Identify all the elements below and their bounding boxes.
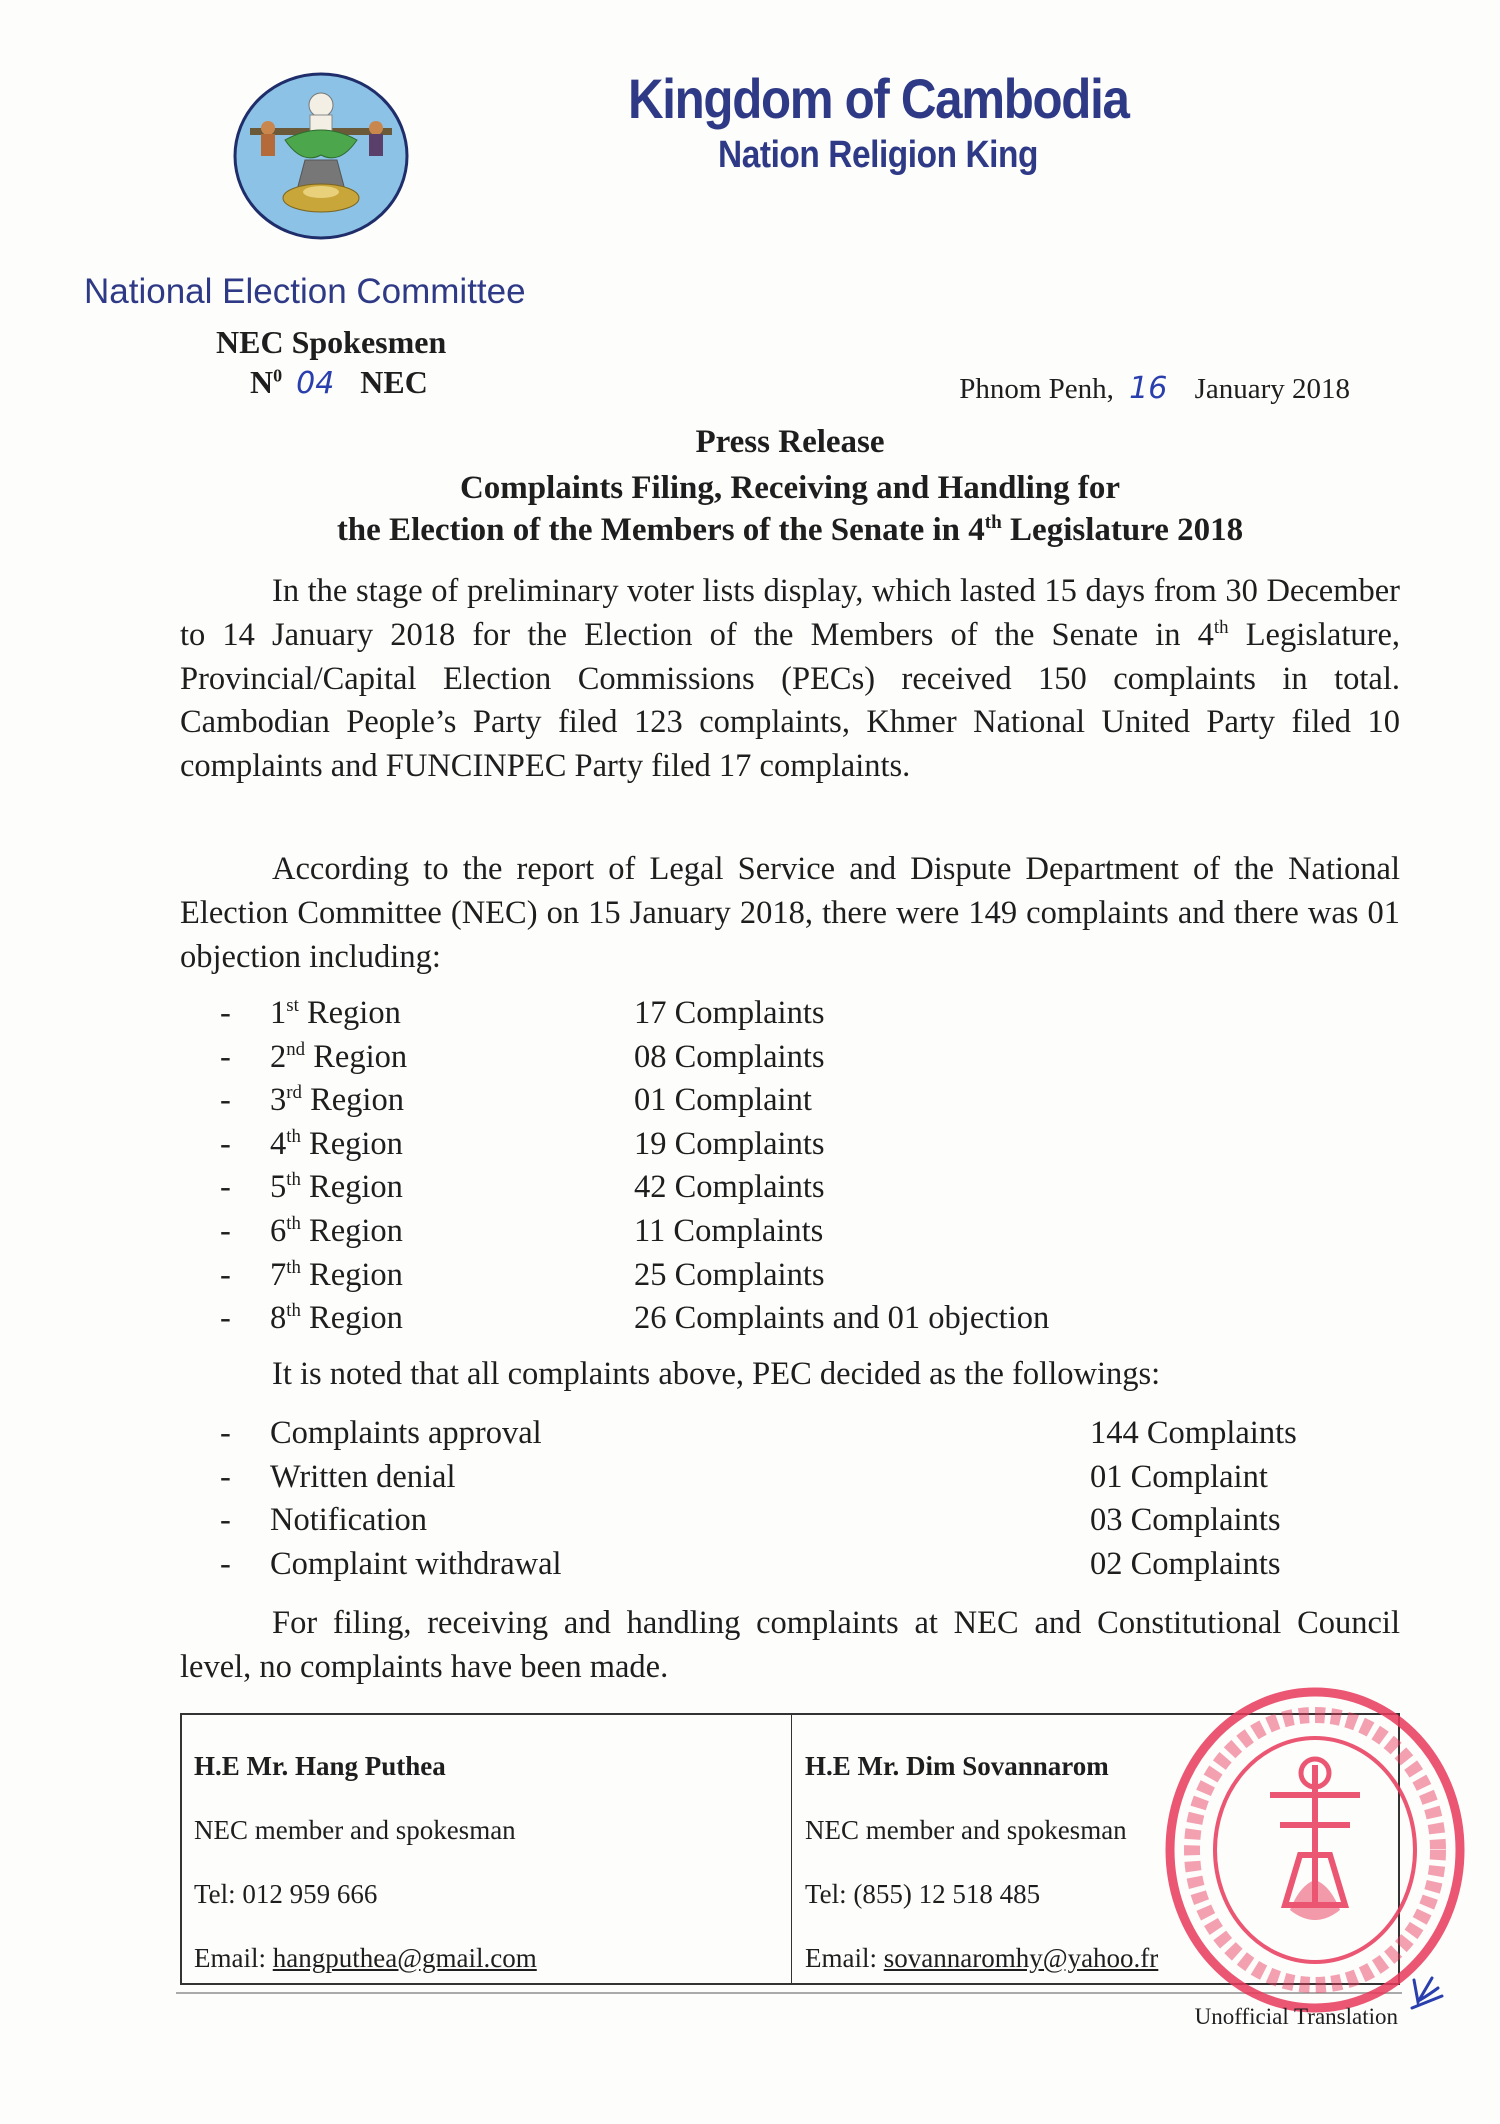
organization-name: National Election Committee [84,272,526,311]
region-label: 5th Region [270,1169,403,1206]
official-seal-stamp-icon [1160,1685,1470,2015]
region-value: 19 Complaints [634,1125,825,1162]
para-text: In the stage of preliminary voter lists display, which lasted 15 days from 30 December to 14 January 2018 for the Election of the Members of the Senate in 4 [180,573,1400,653]
ref-prefix: N [250,364,274,400]
para-sup: th [1213,616,1229,638]
region-label: 4th Region [270,1125,403,1162]
region-value: 17 Complaints [634,995,825,1031]
decision-label: Written denial [270,1458,456,1495]
region-value: 25 Complaints [634,1256,825,1293]
para-text: Legislature, Provincial/Capital Election Commissions (PECs) received 150 complaints in total. Cambodian People’s Party filed 123 complaints, Khmer National United Party filed 10 complaints and FUNCINPEC Party filed 17 complaints. [180,616,1401,785]
place-date [959,371,1350,406]
decision-label: Complaints approval [270,1415,542,1451]
ref-sup: 0 [273,365,283,386]
decision-value: 01 Complaint [1090,1458,1268,1495]
paragraph-closing [180,1602,1400,1690]
contact-cell-hang-puthea [182,1715,782,1983]
reference-number [250,364,428,401]
dash: - [220,1169,231,1206]
region-label: 7th Region [270,1256,403,1293]
dash: - [220,1415,231,1451]
region-label: 2nd Region [270,1038,408,1075]
document-title-line-2 [0,512,1500,549]
contact-role: NEC member and spokesman [805,1815,1127,1845]
para-text: According to the report of Legal Service and Dispute Department of the National Election Committee (NEC) on 15 January 2018, there were 149 complaints and there was 01 objection including: [180,851,1400,975]
press-release-label: Press Release [695,424,885,460]
email-link[interactable]: sovannaromhy@yahoo.fr [883,1943,1159,1973]
dash: - [220,1300,231,1337]
ref-suffix: NEC [360,364,428,400]
department-name: NEC Spokesmen [216,324,447,360]
email-label: Email: [805,1943,884,1973]
contact-tel: Tel: 012 959 666 [194,1879,378,1909]
handwritten-initials-icon [1408,1972,1448,2012]
paragraph-intro [180,570,1400,789]
dash: - [220,1125,231,1162]
contact-email-row [805,1943,1158,1974]
dash: - [220,1038,231,1075]
paragraph-report [180,848,1400,979]
contact-name: H.E Mr. Hang Puthea [194,1751,446,1781]
country-heading: Kingdom of Cambodia [628,67,1129,130]
region-label: 1st Region [270,995,401,1031]
title-sup: th [984,512,1002,533]
decision-value: 144 Complaints [1090,1415,1297,1451]
dash: - [220,1082,231,1119]
dash: - [220,995,231,1031]
month-year: January 2018 [1194,373,1350,405]
dash: - [220,1502,231,1539]
national-motto: Nation Religion King [718,134,1039,176]
contact-role: NEC member and spokesman [194,1815,516,1845]
title-text: the Election of the Members of the Senate in 4 [336,512,985,548]
decision-value: 02 Complaints [1090,1545,1281,1582]
decisions-intro: It is noted that all complaints above, PEC decided as the followings: [272,1356,1161,1392]
region-value: 01 Complaint [634,1082,812,1119]
dash: - [220,1458,231,1495]
unofficial-translation-note: Unofficial Translation [1194,2004,1398,2029]
dash: - [220,1545,231,1582]
region-value: 08 Complaints [634,1038,825,1075]
region-value: 42 Complaints [634,1169,825,1206]
title-text: Legislature 2018 [1001,512,1244,548]
dash: - [220,1212,231,1249]
para-text: For filing, receiving and handling complaints at NEC and Constitutional Council level, no complaints have been made. [180,1605,1400,1685]
decision-label: Complaint withdrawal [270,1545,562,1582]
contact-tel: Tel: (855) 12 518 485 [805,1879,1041,1909]
nec-emblem-icon [230,70,412,242]
region-label: 6th Region [270,1212,403,1249]
decision-label: Notification [270,1502,428,1539]
ref-number-handwritten: 04 [296,366,335,401]
dash: - [220,1256,231,1293]
region-label: 8th Region [270,1300,403,1337]
region-label: 3rd Region [270,1082,404,1119]
place: Phnom Penh, [959,373,1114,405]
decision-value: 03 Complaints [1090,1502,1281,1539]
day-handwritten: 16 [1129,371,1168,406]
document-title-line-1: Complaints Filing, Receiving and Handling for [459,470,1121,506]
table-divider [791,1715,792,1983]
contact-name: H.E Mr. Dim Sovannarom [805,1751,1109,1781]
contact-email-row [194,1943,537,1974]
email-label: Email: [194,1943,273,1973]
region-value: 11 Complaints [634,1212,824,1249]
email-link[interactable]: hangputhea@gmail.com [272,1943,537,1973]
region-value: 26 Complaints and 01 objection [634,1300,1050,1337]
